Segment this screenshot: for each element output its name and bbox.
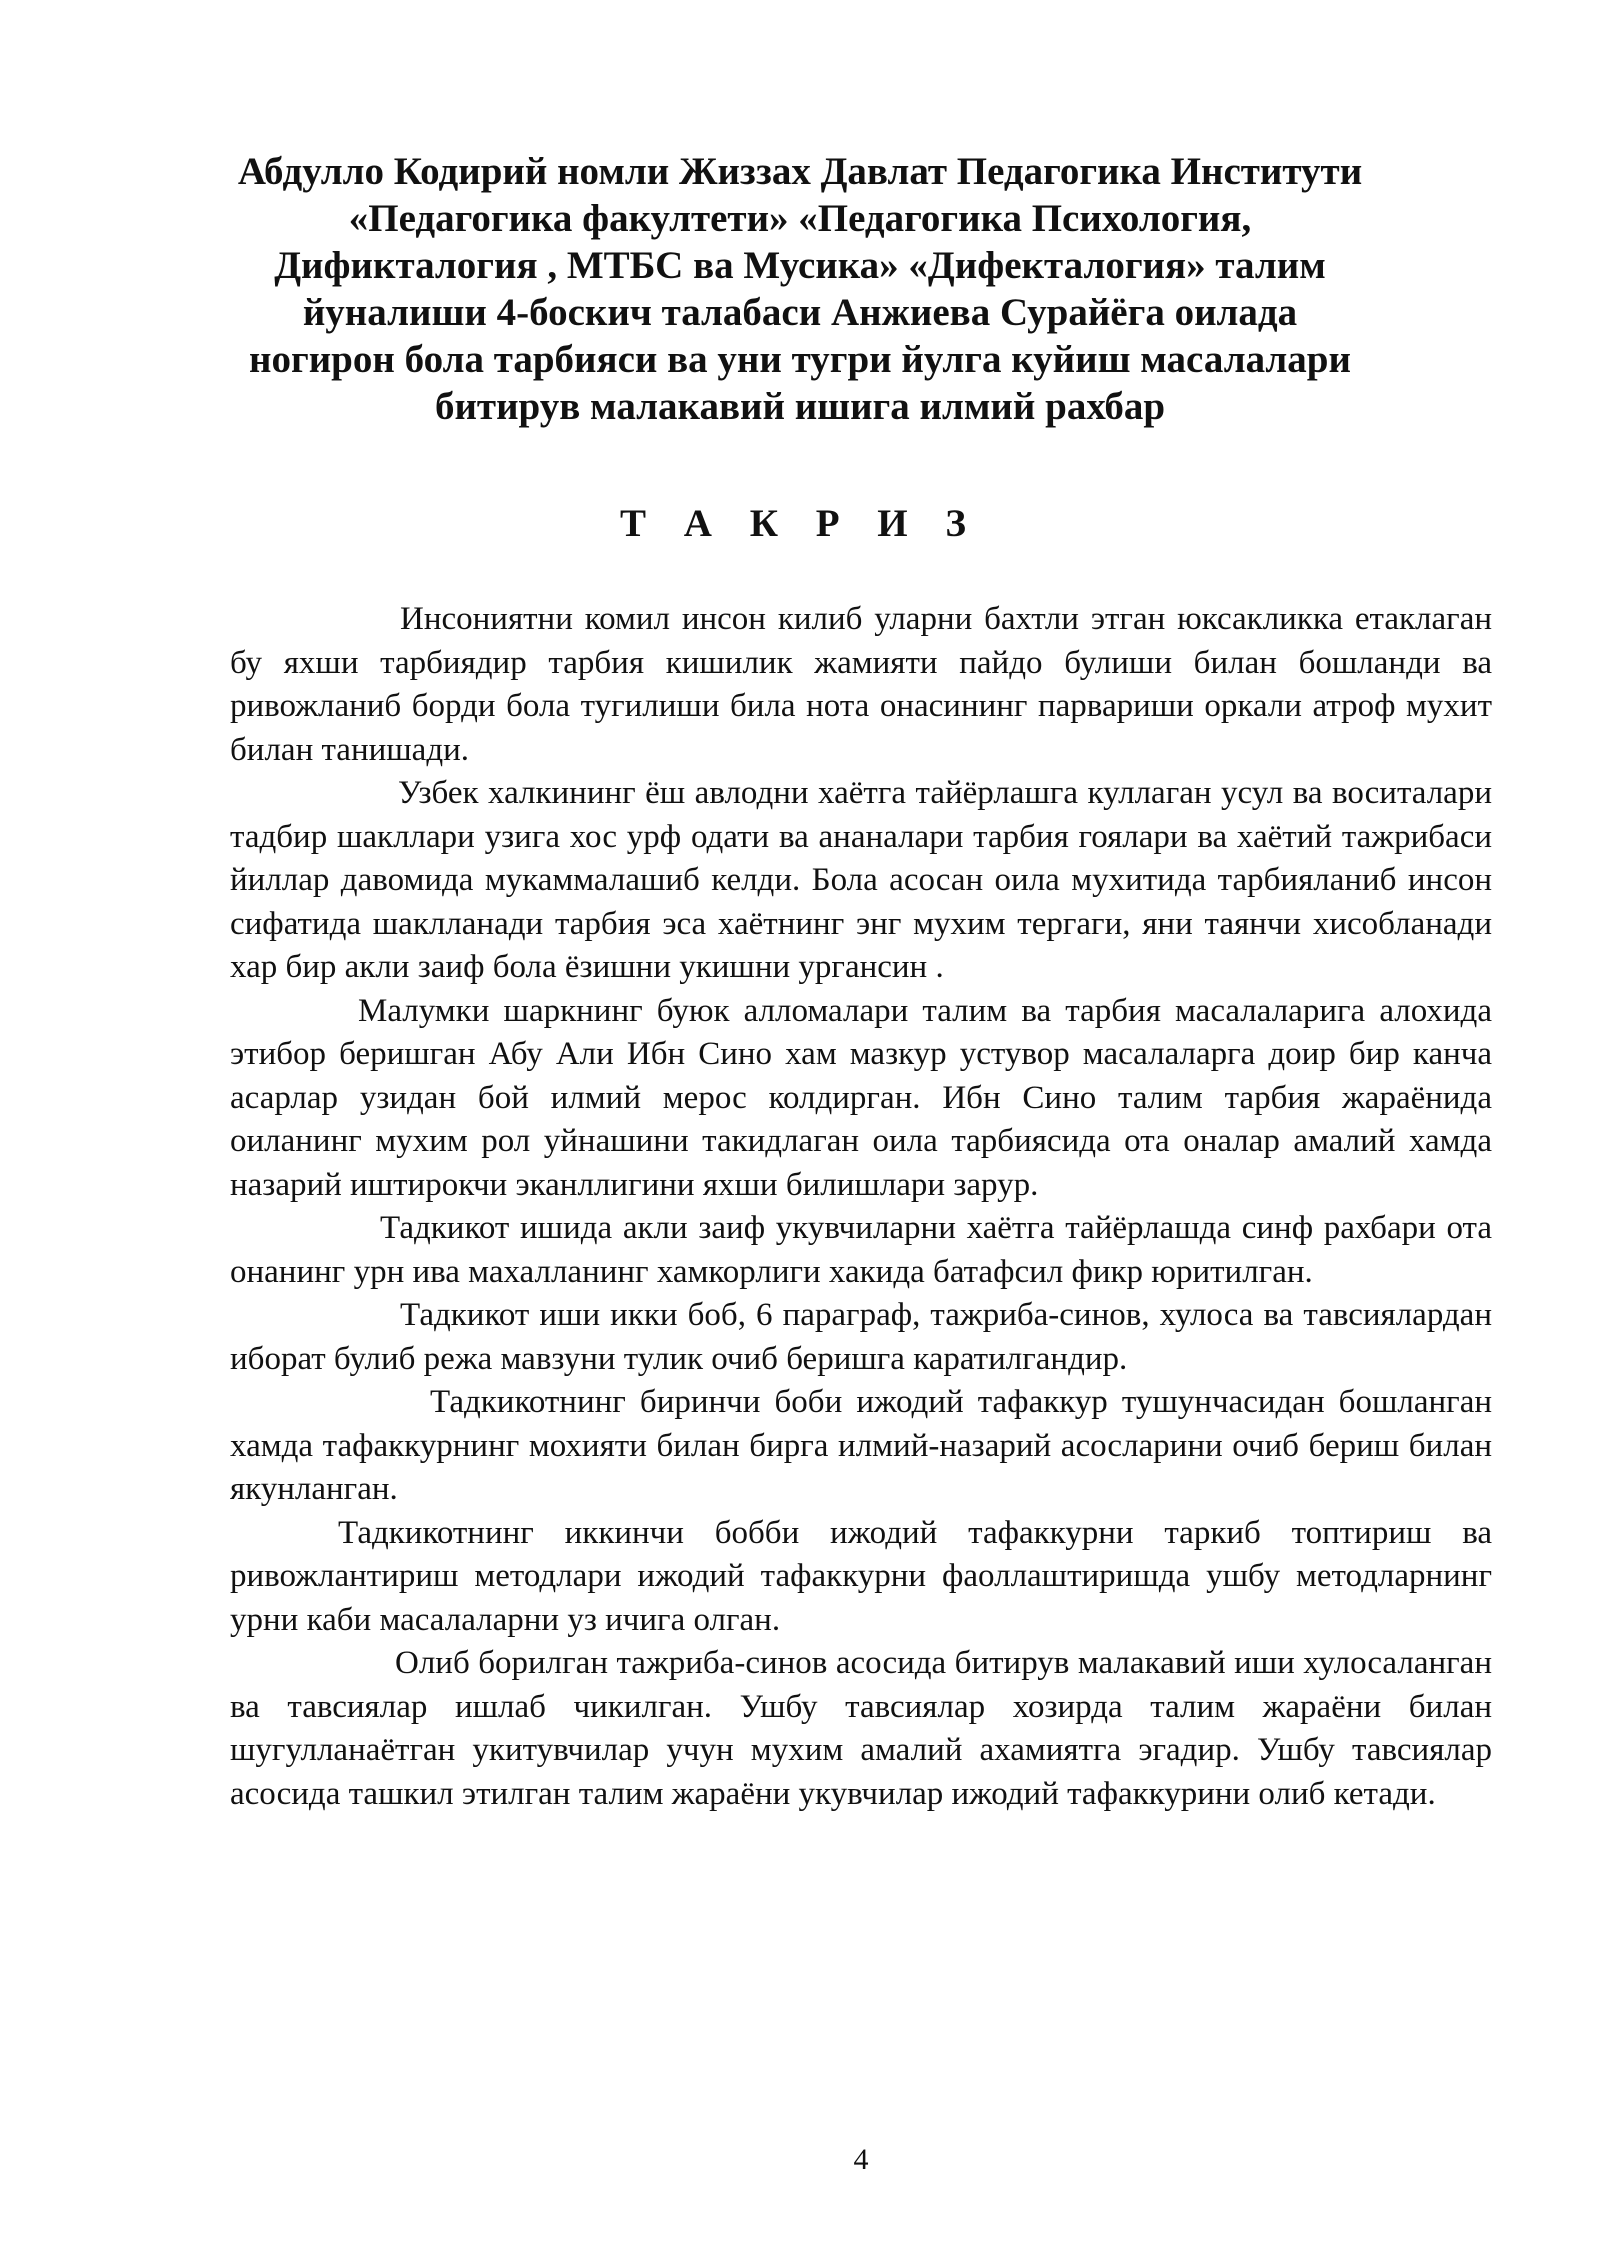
- header-line: Дификталогия , МТБС ва Мусика» «Дифекталогия» талим: [274, 244, 1326, 287]
- document-body: [230, 598, 1492, 1816]
- body-paragraph: Тадкикотнинг биринчи боби ижодий тафаккур тушунчасидан бошланган хамда тафаккурнинг мохияти билан бирга илмий-назарий асосларини очиб бериш билан якунланган.: [230, 1384, 1492, 1507]
- body-paragraph: Тадкикот ишида акли заиф укувчиларни хаётга тайёрлашда синф рахбари ота онанинг урн ива махалланинг хамкорлиги хакида батафсил фикр юритилган.: [230, 1210, 1492, 1290]
- body-paragraph: Инсониятни комил инсон килиб уларни бахтли этган юксакликка етаклаган бу яхши тарбиядир тарбия кишилик жамияти пайдо булиши билан бошланди ва ривожланиб борди бола тугилиши била нота онасининг парвариши оркали атроф мухит билан танишади.: [230, 601, 1492, 768]
- body-paragraph: Малумки шаркнинг буюк алломалари талим ва тарбия масалаларига алохида этибор беришган Абу Али Ибн Сино хам мазкур устувор масалаларга доир бир канча асарлар узидан бой илмий мерос колдирган. Ибн Сино талим тарбия жараёнида оиланинг мухим рол уйнашини такидлаган оила тарбиясида ота оналар амалий хамда назарий иштирокчи эканллигини яхши билишлари зарур.: [230, 992, 1492, 1203]
- header-line: «Педагогика факултети» «Педагогика Психология,: [348, 197, 1252, 240]
- header-line: ногирон бола тарбияси ва уни тугри йулга куйиш масалалари: [249, 338, 1351, 381]
- body-paragraph: Олиб борилган тажриба-синов асосида битирув малакавий иши хулосаланган ва тавсиялар ишлаб чикилган. Ушбу тавсиялар хозирда талим жараёни билан шугулланаётган укитувчилар учун мухим амалий ахамиятга эгадир. Ушбу тавсиялар асосида ташкил этилган талим жараёни укувчилар ижодий тафаккурини олиб кетади.: [230, 1645, 1492, 1812]
- body-paragraph: Узбек халкининг ёш авлодни хаётга тайёрлашга куллаган усул ва воситалари тадбир шакллари узига хос урф одати ва ананалари тарбия гоялари ва хаётий тажрибаси йиллар давомида мукаммалашиб келди. Бола асосан оила мухитида тарбияланиб инсон сифатида шаклланади тарбия эса хаётнинг энг мухим тергаги, яни таянчи хисобланади хар бир акли заиф бола ёзишни укишни ургансин .: [230, 775, 1492, 985]
- document-header: [200, 148, 1400, 430]
- header-line: йуналиши 4-боскич талабаси Анжиева Сурайёга оилада: [302, 291, 1298, 334]
- document-title: Т А К Р И З: [620, 502, 980, 545]
- header-line: битирув малакавий ишига илмий рахбар: [434, 385, 1166, 428]
- page-number: 4: [853, 2143, 869, 2176]
- header-line: Абдулло Кодирий номли Жиззах Давлат Педагогика Институти: [237, 150, 1363, 193]
- body-paragraph: Тадкикот иши икки боб, 6 параграф, тажриба-синов, хулоса ва тавсиялардан иборат булиб режа мавзуни тулик очиб беришга каратилгандир.: [230, 1297, 1492, 1377]
- body-paragraph: Тадкикотнинг иккинчи бобби ижодий тафаккурни таркиб топтириш ва ривожлантириш методлари ижодий тафаккурни фаоллаштиришда ушбу методларнинг урни каби масалаларни уз ичига олган.: [230, 1514, 1492, 1638]
